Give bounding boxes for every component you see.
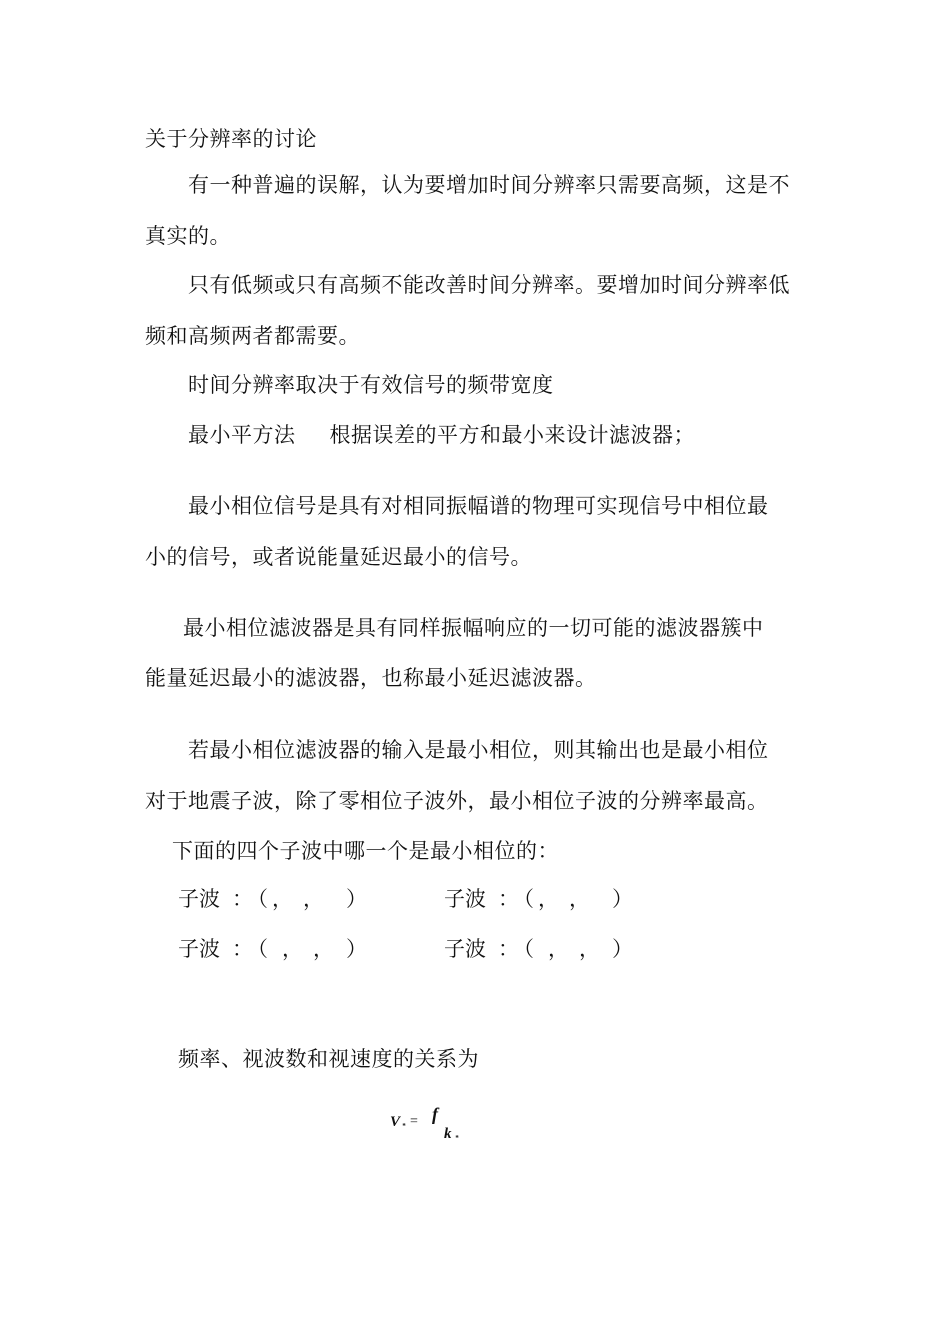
wavelet-comma: ， (579, 937, 600, 961)
paragraph-4 (188, 421, 695, 449)
paragraph-6-line-2: 能量延迟最小的滤波器，也称最小延迟滤波器。 (145, 666, 597, 690)
paragraph-8: 下面的四个子波中哪一个是最小相位的： (172, 839, 559, 863)
formula-numerator: f (432, 1104, 438, 1124)
wavelet-label: 子波 (444, 887, 486, 911)
wavelet-colon: ： (232, 887, 253, 911)
velocity-formula (388, 1104, 478, 1150)
wavelet-label: 子波 (178, 937, 220, 961)
paragraph-1-line-2: 真实的。 (145, 224, 231, 248)
wavelet-4 (444, 935, 633, 963)
paragraph-2-line-2: 频和高频两者都需要。 (145, 324, 360, 348)
term-definition: 根据误差的平方和最小来设计滤波器； (329, 423, 695, 447)
paragraph-1-line-1: 有一种普遍的误解，认为要增加时间分辨率只需要高频，这是不 (188, 173, 790, 197)
paragraph-5-line-1: 最小相位信号是具有对相同振幅谱的物理可实现信号中相位最 (188, 494, 769, 518)
wavelet-open: （ (247, 937, 268, 961)
paragraph-7-line-1: 若最小相位滤波器的输入是最小相位，则其输出也是最小相位 (188, 738, 769, 762)
wavelet-colon: ： (498, 937, 519, 961)
paragraph-9: 频率、视波数和视速度的关系为 (178, 1047, 479, 1071)
wavelet-colon: ： (232, 937, 253, 961)
paragraph-6-line-1: 最小相位滤波器是具有同样振幅响应的一切可能的滤波器簇中 (183, 616, 764, 640)
wavelet-comma: ， (282, 937, 303, 961)
wavelet-3 (178, 935, 367, 963)
wavelet-label: 子波 (178, 887, 220, 911)
wavelet-1 (178, 885, 367, 913)
formula-denominator: k (444, 1126, 452, 1142)
wavelet-label: 子波 (444, 937, 486, 961)
wavelet-open: （ (247, 887, 268, 911)
wavelet-colon: ： (498, 887, 519, 911)
wavelet-close: ） (612, 937, 633, 961)
wavelet-comma: ， (313, 937, 334, 961)
paragraph-3: 时间分辨率取决于有效信号的频带宽度 (188, 373, 554, 397)
wavelet-open: （ (513, 937, 534, 961)
wavelet-comma: ， (303, 887, 324, 911)
wavelet-comma: ， (272, 887, 293, 911)
formula-lhs: V (390, 1114, 401, 1130)
paragraph-7-line-2: 对于地震子波，除了零相位子波外，最小相位子波的分辨率最高。 (145, 789, 769, 813)
wavelet-close: ） (346, 937, 367, 961)
wavelet-comma: ， (569, 887, 590, 911)
paragraph-2-line-1: 只有低频或只有高频不能改善时间分辨率。要增加时间分辨率低 (188, 273, 790, 297)
term-least-squares: 最小平方法 (188, 423, 296, 447)
wavelet-2 (444, 885, 633, 913)
wavelet-close: ） (346, 887, 367, 911)
formula-equals: = (410, 1114, 418, 1129)
wavelet-close: ） (612, 887, 633, 911)
paragraph-5-line-2: 小的信号，或者说能量延迟最小的信号。 (145, 545, 532, 569)
page-title: 关于分辨率的讨论 (145, 127, 317, 151)
formula-den-sub: * (455, 1134, 459, 1142)
wavelet-comma: ， (548, 937, 569, 961)
formula-lhs-sub: * (402, 1122, 406, 1130)
wavelet-comma: ， (538, 887, 559, 911)
wavelet-open: （ (513, 887, 534, 911)
